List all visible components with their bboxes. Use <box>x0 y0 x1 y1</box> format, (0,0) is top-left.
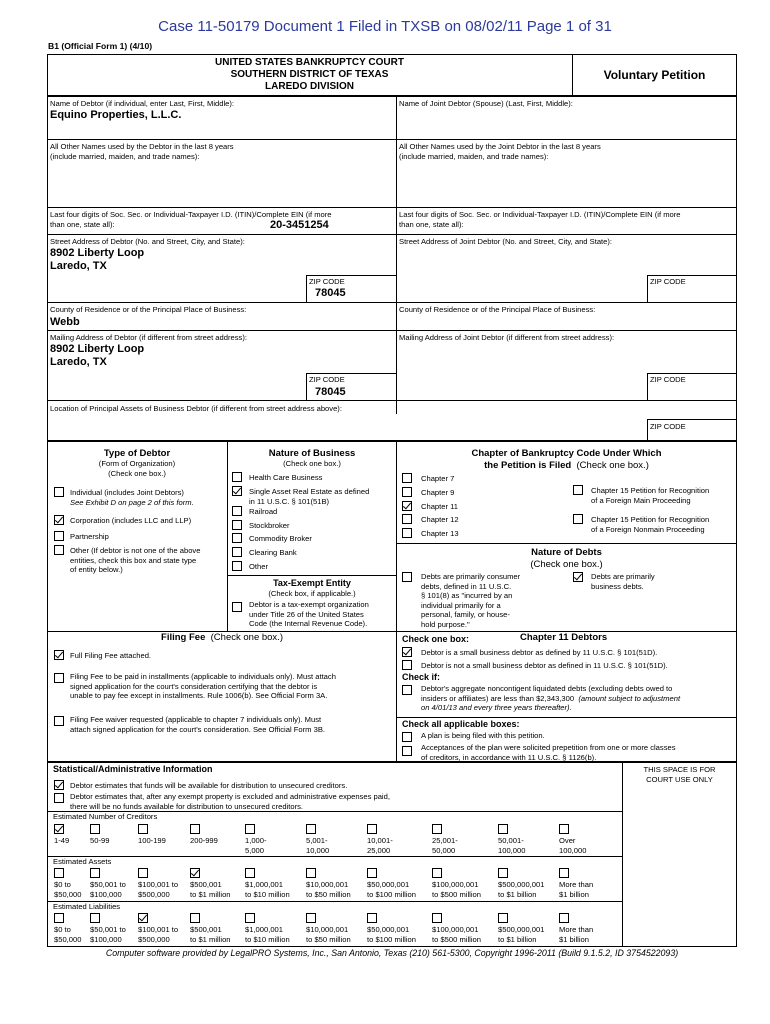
individual-label: Individual (includes Joint Debtors) See Exhibit D on page 2 of this form. <box>70 488 194 507</box>
chapter-11-checkbox[interactable] <box>402 501 412 511</box>
liabilities-range-label: $500,001 to $1 million <box>190 925 231 944</box>
fee-waiver-checkbox[interactable] <box>54 716 64 726</box>
assets-range-checkbox[interactable] <box>245 868 255 878</box>
not-small-business-checkbox[interactable] <box>402 660 412 670</box>
debtor-name: Equino Properties, L.L.C. <box>50 109 182 121</box>
chapter-11-label: Chapter 11 <box>421 502 459 511</box>
creditors-range-checkbox[interactable] <box>306 824 316 834</box>
creditors-range-checkbox[interactable] <box>190 824 200 834</box>
joint-county-label: County of Residence or of the Principal Place of Business: <box>399 305 596 314</box>
single-asset-checkbox[interactable] <box>232 486 242 496</box>
assets-range-label: More than $1 billion <box>559 880 594 899</box>
no-funds-checkbox[interactable] <box>54 793 64 803</box>
creditors-range-checkbox[interactable] <box>432 824 442 834</box>
liabilities-range-checkbox[interactable] <box>90 913 100 923</box>
assets-label: Estimated Assets <box>53 857 112 866</box>
clearing-bank-checkbox[interactable] <box>232 547 242 557</box>
chapter-9-label: Chapter 9 <box>421 488 455 497</box>
chapter-header: Chapter of Bankruptcy Code Under Which the Petition is Filed (Check one box.) <box>471 448 662 471</box>
no-funds-label: Debtor estimates that, after any exempt property is excluded and administrative expenses paid, there will be no funds available for distribution to unsecured creditors. <box>70 792 390 811</box>
assets-range-label: $500,001 to $1 million <box>190 880 231 899</box>
plan-filed-checkbox[interactable] <box>402 732 412 742</box>
debtor-county-label: County of Residence or of the Principal Place of Business: <box>50 305 247 314</box>
debtor-name-label: Name of Debtor (if individual, enter Last, First, Middle): <box>50 99 235 108</box>
stockbroker-checkbox[interactable] <box>232 520 242 530</box>
acceptances-label: Acceptances of the plan were solicited prepetition from one or more classes of creditors, in accordance with 11 U.S.C. § 1126(b). <box>421 743 676 762</box>
assets-range-label: $50,001 to $100,000 <box>90 880 126 899</box>
joint-other-names-label: All Other Names used by the Joint Debtor in the last 8 years (include married, maiden, and trade names): <box>399 142 601 161</box>
liabilities-range-label: $100,001 to $500,000 <box>138 925 179 944</box>
debtor-street-label: Street Address of Debtor (No. and Street, City, and State): <box>50 237 245 246</box>
creditors-range-checkbox[interactable] <box>138 824 148 834</box>
liabilities-range-checkbox[interactable] <box>367 913 377 923</box>
creditors-range-label: 100-199 <box>138 836 166 845</box>
chapter-15-main-label: Chapter 15 Petition for Recognition of a Foreign Main Proceeding <box>591 486 710 505</box>
statistical-header: Statistical/Administrative Information <box>53 764 213 774</box>
debtor-mailing-zip-label: ZIP CODE <box>309 375 345 384</box>
assets-range-label: $0 to $50,000 <box>54 880 82 899</box>
consumer-debts-checkbox[interactable] <box>402 572 412 582</box>
joint-street-label: Street Address of Joint Debtor (No. and Street, City, and State): <box>399 237 613 246</box>
creditors-range-label: 5,001- 10,000 <box>306 836 330 855</box>
creditors-range-checkbox[interactable] <box>54 824 64 834</box>
assets-range-checkbox[interactable] <box>367 868 377 878</box>
case-stamp: Case 11-50179 Document 1 Filed in TXSB on 08/02/11 Page 1 of 31 <box>158 18 612 35</box>
liabilities-range-checkbox[interactable] <box>138 913 148 923</box>
assets-range-label: $1,000,001 to $10 million <box>245 880 290 899</box>
creditors-range-checkbox[interactable] <box>367 824 377 834</box>
liabilities-range-label: $500,000,001 to $1 billion <box>498 925 545 944</box>
nature-of-debts-header: Nature of Debts (Check one box.) <box>530 547 603 570</box>
tax-exempt-label: Debtor is a tax-exempt organization under Title 26 of the United States Code (the Internal Revenue Code). <box>249 600 369 629</box>
liabilities-range-label: $1,000,001 to $10 million <box>245 925 290 944</box>
creditors-label: Estimated Number of Creditors <box>53 812 158 821</box>
liabilities-range-label: More than $1 billion <box>559 925 594 944</box>
assets-range-label: $100,000,001 to $500 million <box>432 880 481 899</box>
assets-range-checkbox[interactable] <box>54 868 64 878</box>
debtor-street: 8902 Liberty Loop Laredo, TX <box>50 247 145 272</box>
single-asset-label: Single Asset Real Estate as defined in 11 U.S.C. § 101(51B) <box>249 487 370 506</box>
commodity-broker-label: Commodity Broker <box>249 534 312 543</box>
railroad-checkbox[interactable] <box>232 506 242 516</box>
corporation-checkbox[interactable] <box>54 515 64 525</box>
location-label: Location of Principal Assets of Business Debtor (if different from street address above): <box>50 404 342 413</box>
assets-range-checkbox[interactable] <box>498 868 508 878</box>
installments-checkbox[interactable] <box>54 673 64 683</box>
not-small-business-label: Debtor is not a small business debtor as defined in 11 U.S.C. § 101(51D). <box>421 661 668 670</box>
debtor-zip-label: ZIP CODE <box>309 277 345 286</box>
partnership-label: Partnership <box>70 532 109 541</box>
petition-type: Voluntary Petition <box>603 68 706 82</box>
location-zip-label: ZIP CODE <box>650 422 686 431</box>
liabilities-range-label: $0 to $50,000 <box>54 925 82 944</box>
corporation-label: Corporation (includes LLC and LLP) <box>70 516 192 525</box>
debtor-ein-label: Last four digits of Soc. Sec. or Individual-Taxpayer I.D. (ITIN)/Complete EIN (if more than one, state all): <box>50 210 332 229</box>
railroad-label: Railroad <box>249 507 278 516</box>
debtor-mailing-label: Mailing Address of Debtor (if different from street address): <box>50 333 247 342</box>
assets-range-checkbox[interactable] <box>559 868 569 878</box>
creditors-range-label: 200-999 <box>190 836 218 845</box>
chapter-13-label: Chapter 13 <box>421 529 459 538</box>
liabilities-label: Estimated Liabilities <box>53 902 121 911</box>
individual-checkbox[interactable] <box>54 487 64 497</box>
creditors-range-label: Over 100,000 <box>559 836 587 855</box>
chapter-9-checkbox[interactable] <box>402 487 412 497</box>
aggregate-debts-label: Debtor's aggregate noncontigent liquidated debts (excluding debts owed to insiders or affiliates) are less than $2,343,300 (amount subject to adjustment on 4/01/13 and every three years thereafter). <box>421 684 681 713</box>
full-fee-label: Full Filing Fee attached. <box>70 651 152 660</box>
small-business-label: Debtor is a small business debtor as defined by 11 U.S.C. § 101(51D). <box>421 648 658 657</box>
other-entity-label: Other (If debtor is not one of the above entities, check this box and state type of entity below.) <box>70 546 201 575</box>
chapter-7-checkbox[interactable] <box>402 473 412 483</box>
assets-range-checkbox[interactable] <box>306 868 316 878</box>
liabilities-range-checkbox[interactable] <box>54 913 64 923</box>
tax-exempt-checkbox[interactable] <box>232 602 242 612</box>
creditors-range-label: 50-99 <box>90 836 110 845</box>
clearing-bank-label: Clearing Bank <box>249 548 297 557</box>
liabilities-range-label: $10,000,001 to $50 million <box>306 925 351 944</box>
assets-range-checkbox[interactable] <box>138 868 148 878</box>
debtor-county: Webb <box>50 316 80 328</box>
aggregate-debts-checkbox[interactable] <box>402 685 412 695</box>
other-business-label: Other <box>249 562 268 571</box>
creditors-range-label: 10,001- 25,000 <box>367 836 393 855</box>
full-fee-checkbox[interactable] <box>54 650 64 660</box>
debtor-zip: 78045 <box>315 287 346 299</box>
chapter-12-checkbox[interactable] <box>402 514 412 524</box>
nature-of-business-header: Nature of Business (Check one box.) <box>268 448 356 468</box>
liabilities-range-checkbox[interactable] <box>190 913 200 923</box>
court-use-only: THIS SPACE IS FOR COURT USE ONLY <box>643 765 716 784</box>
assets-range-label: $100,001 to $500,000 <box>138 880 179 899</box>
chapter-15-main-checkbox[interactable] <box>573 485 583 495</box>
liabilities-range-checkbox[interactable] <box>432 913 442 923</box>
consumer-debts-label: Debts are primarily consumer debts, defined in 11 U.S.C. § 101(8) as "incurred by an individual primarily for a personal, family, or house- hold purpose." <box>421 572 521 629</box>
debtor-mailing-zip: 78045 <box>315 386 346 398</box>
creditors-range-checkbox[interactable] <box>90 824 100 834</box>
creditors-range-checkbox[interactable] <box>245 824 255 834</box>
other-entity-checkbox[interactable] <box>54 545 64 555</box>
check-all-label: Check all applicable boxes: <box>402 719 520 729</box>
partnership-checkbox[interactable] <box>54 531 64 541</box>
debtor-mailing: 8902 Liberty Loop Laredo, TX <box>50 343 145 368</box>
software-footer: Computer software provided by LegalPRO Systems, Inc., San Antonio, Texas (210) 561-5300, Copyright 1996-2011 (Build 9.1.5.2, ID 3754522093) <box>105 948 679 958</box>
funds-available-label: Debtor estimates that funds will be available for distribution to unsecured creditors. <box>70 781 348 790</box>
plan-filed-label: A plan is being filed with this petition. <box>421 731 545 740</box>
chapter-12-label: Chapter 12 <box>421 515 459 524</box>
type-of-debtor-header: Type of Debtor (Form of Organization) (Check one box.) <box>98 448 176 478</box>
health-care-label: Health Care Business <box>249 473 323 482</box>
commodity-broker-checkbox[interactable] <box>232 533 242 543</box>
liabilities-range-checkbox[interactable] <box>498 913 508 923</box>
chapter-13-checkbox[interactable] <box>402 528 412 538</box>
liabilities-range-checkbox[interactable] <box>559 913 569 923</box>
assets-range-label: $50,000,001 to $100 million <box>367 880 416 899</box>
creditors-range-label: 25,001- 50,000 <box>432 836 458 855</box>
liabilities-range-label: $50,001 to $100,000 <box>90 925 126 944</box>
assets-range-label: $500,000,001 to $1 billion <box>498 880 545 899</box>
liabilities-range-checkbox[interactable] <box>306 913 316 923</box>
assets-range-checkbox[interactable] <box>90 868 100 878</box>
small-business-checkbox[interactable] <box>402 647 412 657</box>
liabilities-range-label: $100,000,001 to $500 million <box>432 925 481 944</box>
joint-zip-label: ZIP CODE <box>650 277 686 286</box>
assets-range-checkbox[interactable] <box>432 868 442 878</box>
chapter-15-nonmain-checkbox[interactable] <box>573 514 583 524</box>
tax-exempt-header: Tax-Exempt Entity (Check box, if applicable.) <box>268 578 356 598</box>
creditors-range-checkbox[interactable] <box>559 824 569 834</box>
joint-mailing-zip-label: ZIP CODE <box>650 375 686 384</box>
business-debts-label: Debts are primarily business debts. <box>591 572 655 591</box>
assets-range-checkbox[interactable] <box>190 868 200 878</box>
chapter-7-label: Chapter 7 <box>421 474 455 483</box>
debtor-other-names-label: All Other Names used by the Debtor in the last 8 years (include married, maiden, and trade names): <box>50 142 234 161</box>
stockbroker-label: Stockbroker <box>249 521 290 530</box>
debtor-ein: 20-3451254 <box>270 219 329 231</box>
installments-label: Filing Fee to be paid in installments (applicable to individuals only). Must attach signed application for the court's consideration certifying that the debtor is unable to pay fee except in installments. Rule 1006(b). See Official Form 3A. <box>70 672 336 701</box>
chapter-11-debtors-header: Chapter 11 Debtors <box>520 632 608 643</box>
joint-ein-label: Last four digits of Soc. Sec. or Individual-Taxpayer I.D. (ITIN)/Complete EIN (if more than one, state all): <box>399 210 681 229</box>
filing-fee-header: Filing Fee (Check one box.) <box>161 632 283 643</box>
liabilities-range-checkbox[interactable] <box>245 913 255 923</box>
check-one-box-label: Check one box: <box>402 634 470 644</box>
fee-waiver-label: Filing Fee waiver requested (applicable to chapter 7 individuals only). Must attach signed application for the court's consideration. See Official Form 3B. <box>70 715 325 734</box>
acceptances-checkbox[interactable] <box>402 746 412 756</box>
creditors-range-label: 1,000- 5,000 <box>245 836 267 855</box>
check-if-label: Check if: <box>402 672 441 682</box>
joint-mailing-label: Mailing Address of Joint Debtor (if different from street address): <box>399 333 615 342</box>
joint-name-label: Name of Joint Debtor (Spouse) (Last, First, Middle): <box>399 99 573 108</box>
funds-available-checkbox[interactable] <box>54 780 64 790</box>
other-business-checkbox[interactable] <box>232 561 242 571</box>
court-title: UNITED STATES BANKRUPTCY COURT SOUTHERN DISTRICT OF TEXAS LAREDO DIVISION <box>215 57 404 92</box>
business-debts-checkbox[interactable] <box>573 572 583 582</box>
form-id: B1 (Official Form 1) (4/10) <box>48 41 153 51</box>
creditors-range-label: 1-49 <box>54 836 70 845</box>
chapter-15-nonmain-label: Chapter 15 Petition for Recognition of a Foreign Nonmain Proceeding <box>591 515 710 534</box>
liabilities-range-label: $50,000,001 to $100 million <box>367 925 416 944</box>
creditors-range-label: 50,001- 100,000 <box>498 836 526 855</box>
health-care-checkbox[interactable] <box>232 472 242 482</box>
assets-range-label: $10,000,001 to $50 million <box>306 880 351 899</box>
creditors-range-checkbox[interactable] <box>498 824 508 834</box>
